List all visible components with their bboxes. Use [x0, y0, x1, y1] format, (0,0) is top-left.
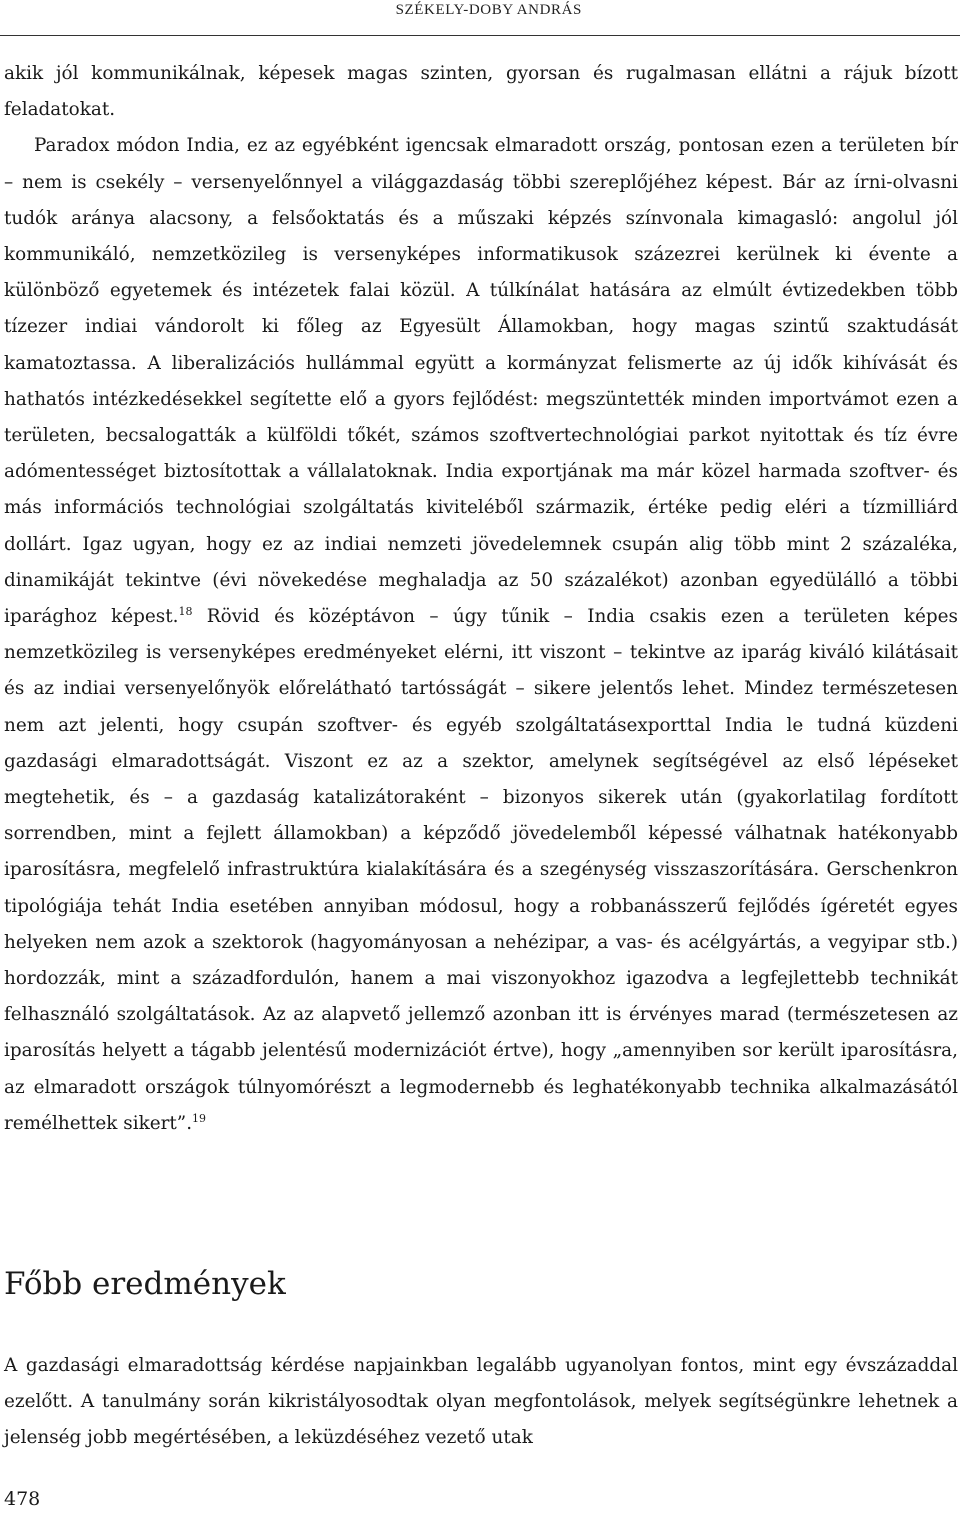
- paragraph-india-part-2: Rövid és középtávon – úgy tűnik – India csakis ezen a területen képes nemzetközileg is versenyképes eredményeket elérni, itt viszont – tekintve az iparág kiváló kilátásait és az indiai versenyelőnyök előrelátható tartósságát – sikere jelentős lehet. Mindez természetesen nem azt jelenti, hogy csupán szoftver- és egyéb szolgáltatásexporttal India le tudná küzdeni gazdasági elmaradottságát. Viszont ez az a szektor, amelynek segítségével az első lépéseket megtehetik, és – a gazdaság katalizátoraként – bizonyos sikerek után (gyakorlatilag fordított sorrendben, mint a fejlett államokban) a képződő jövedelemből képessé válhatnak hatékonyabb iparosításra, megfelelő infrastruktúra kialakítására és a szegénység visszaszorítására. Gerschenkron tipológiája tehát India esetében annyiban módosul, hogy a robbanásszerű fejlődés ígéretét egyes helyeken nem azok a szektorok (hagyományosan a nehézipar, a vas- és acélgyártás, a vegyipar stb.) hordozzák, mint a századfordulón, hanem a mai viszonyokhoz igazodva a legfejlettebb technikát felhasználó szolgáltatások. Az az alapvető jellemző azonban itt is érvényes marad (természetesen az iparosítás helyett a tágabb jelentésű modernizációt értve), hogy „amennyiben sor került iparosításra, az elmaradott országok túlnyomórészt a legmodernebb és leghatékonyabb technika alkalmazásától remélhettek sikert”.: [4, 606, 958, 1134]
- footnote-ref-18[interactable]: 18: [178, 604, 193, 618]
- paragraph-india-part-1: Paradox módon India, ez az egyébként igencsak elmaradott ország, pontosan ezen a területen bír – nem is csekély – versenyelőnnyel a világgazdaság többi szereplőjéhez képest. Bár az írni-olvasni tudók aránya alacsony, a felsőoktatás és a műszaki képzés színvonala kimagasló: angolul jól kommunikáló, nemzetközileg is versenyképes informatikusok százezrei kerülnek ki évente a különböző egyetemek és intézetek falai közül. A túlkínálat hatására az elmúlt évtizedekben több tízezer indiai vándorolt ki főleg az Egyesült Államokban, hogy magas szintű szaktudását kamatoztassa. A liberalizációs hullámmal együtt a kormányzat felismerte az új idők kihívását és hathatós intézkedésekkel segítette elő a gyors fejlődést: megszüntették minden importvámot ezen a területen, becsalogatták a külföldi tőkét, számos szoftvertechnológiai parkot nyitottak és tíz évre adómentességet biztosítottak a vállalatoknak. India exportjának ma már közel harmada szoftver- és más információs technológiai szolgáltatás kiviteléből származik, értéke pedig eléri a tízmilliárd dollárt. Igaz ugyan, hogy ez az indiai nemzeti jövedelemnek csupán alig több mint 2 százaléka, dinamikáját tekintve (évi növekedése meghaladja az 50 százalékot) azonban egyedülálló a többi iparághoz képest.: [4, 135, 958, 628]
- section-heading: Főbb eredmények: [4, 1266, 286, 1302]
- running-head-author: SZÉKELY-DOBY ANDRÁS: [395, 2, 582, 18]
- paragraph-india: [4, 128, 958, 1142]
- paragraph-continuation: akik jól kommunikálnak, képesek magas szinten, gyorsan és rugalmasan ellátni a rájuk bízott feladatokat.: [4, 63, 958, 121]
- body-text: [4, 56, 958, 1142]
- page-number: 478: [4, 1488, 41, 1510]
- footnote-ref-19[interactable]: 19: [192, 1111, 207, 1125]
- header-rule: [0, 35, 960, 36]
- section-paragraph: A gazdasági elmaradottság kérdése napjainkban legalább ugyanolyan fontos, mint egy évszázaddal ezelőtt. A tanulmány során kikristályosodtak olyan megfontolások, melyek segítségünkre lehetnek a jelenség jobb megértésében, a leküzdéséhez vezető utak: [4, 1355, 958, 1449]
